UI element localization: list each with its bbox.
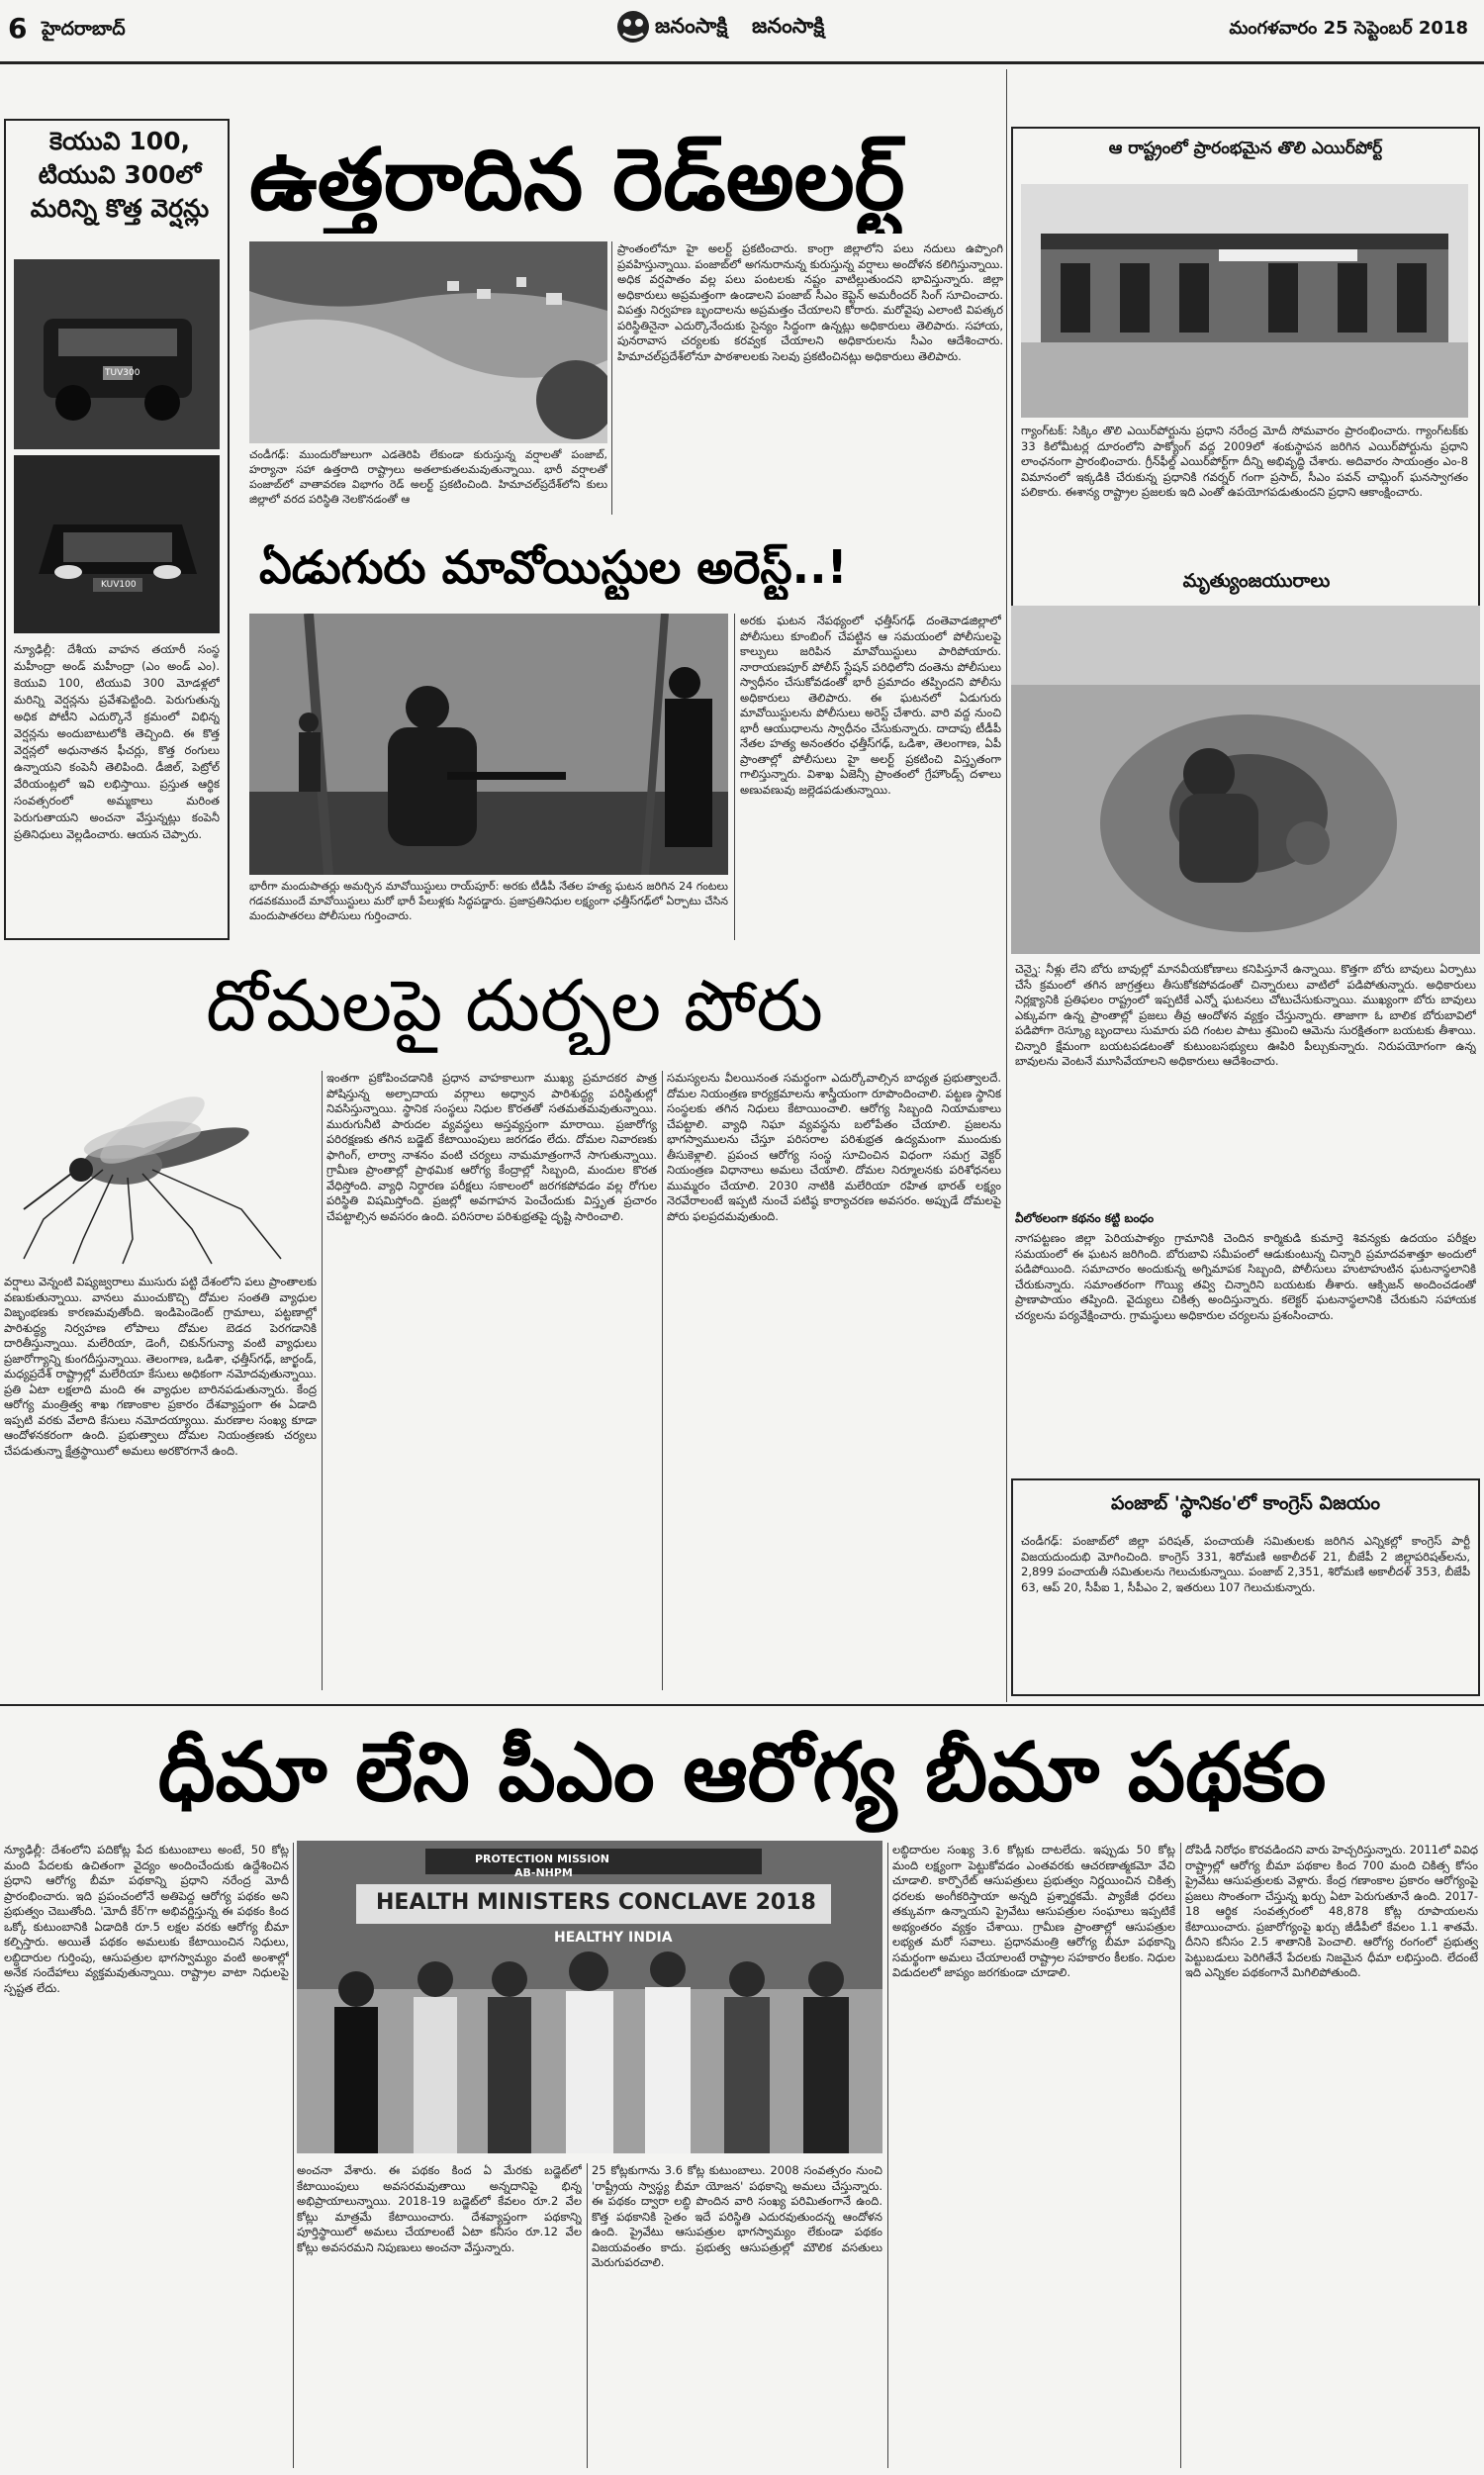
maoists-body: అరకు ఘటన నేపథ్యంలో ఛత్తీస్‌గఢ్ దంతెవాడజిల్లాలో పోలీసులు కూంబింగ్ చేపట్టిన ఆ సమయంలో పోలీసులపై కాల్పులు జరిపిన మావోయిస్టులు పారిపోయారు. నారాయణపూర్ పోలీస్ స్టేషన్ పరిధిలోని దంతెను పోలీసులు స్వాధీనం చేసుకోవడంతో భారీ ప్రమాదం తప్పిందని పోలీసు అధికారులు తెలిపారు. ఈ ఘటనలో ఏడుగురు మావోయిస్టులను పోలీసులు అరెస్ట్ చేశారు. వారి వద్ద నుంచి భారీ ఆయుధాలను స్వాధీనం చేసుకున్నారు. దాదాపు టీడీపీ నేతల హత్య అనంతరం ఛత్తీస్‌గఢ్, ఒడిశా, తెలంగాణ, ఏపీ ప్రాంతాల్లో పోలీసులు హై అలర్ట్ ప్రకటించి విస్తృతంగా గాలిస్తున్నారు. విశాఖ ఏజెన్సీ ప్రాంతంలో గ్రేహౌండ్స్ దళాలు అణువణువు జల్లెడపడుతున్నాయి. (740, 614, 1001, 797)
car-photo-kuv100 (14, 455, 220, 633)
car-badge-tuv: TUV300 (105, 368, 140, 378)
col-rule (887, 1843, 888, 2468)
north-alert-headline: ఉత్తరాదిన రెడ్అలర్ట్ (249, 131, 905, 230)
borewell-body: చెన్నై: నీళ్లు లేని బోరు బావుల్లో మానవీయకోణాలు కనిపిస్తూనే ఉన్నాయి. కొత్తగా బోరు బావులు ఏర్పాటు చేసే క్రమంలో తగిన జాగ్రత్తలు తీసుకోకపోవడంతో చిన్నారులు వాటిలో పడిపోతున్నారు. అధికారులు నిర్లక్ష్యానికి ప్రతిఫలం రాష్ట్రంలో ఇప్పటికే ఎన్నో ఘటనలు చోటుచేసుకున్నాయి. ముఖ్యంగా బోరు బావులు ఎక్కువగా ఉన్న ప్రాంతాల్లో ప్రజలు తీవ్ర ఆందోళన వ్యక్తం చేస్తున్నారు. తాజాగా ఓ బాలిక బోరుబావిలో పడిపోగా రెస్క్యూ బృందాలు సుమారు పది గంటల పాటు శ్రమించి ఆమెను సురక్షితంగా బయటకు తీశాయి. చిన్నారి క్షేమంగా బయటపడటంతో కుటుంబసభ్యులు ఊపిరి పీల్చుకున్నారు. నిరుపయోగంగా ఉన్న బావులను వెంటనే మూసివేయాలని అధికారులు ఆదేశించారు. (1015, 962, 1476, 1068)
col-rule (1180, 1843, 1181, 2468)
pm-col-5: దోపిడీ నిరోధం కొరవడిందని వారు హెచ్చరిస్తున్నారు. 2011లో వివిధ రాష్ట్రాల్లో ఆరోగ్య బీమా పథకాల కింద 700 మంది చికిత్స కోసం ప్రైవేటు ఆసుపత్రులకు వెళ్లారు. కేంద్ర గణాంకాల ప్రకారం ఆరోగ్యంపై ప్రజలు సొంతంగా చేస్తున్న ఖర్చు ఏటా పెరుగుతూనే ఉంది. 2017-18 ఆర్థిక సంవత్సరంలో 48,878 కోట్ల రూపాయలను కేటాయించారు. ప్రజారోగ్యంపై ఖర్చు జీడీపీలో కేవలం 1.1 శాతమే. దీనిని కనీసం 2.5 శాతానికి పెంచాలి. ఆరోగ్య రంగంలో ప్రభుత్వ పెట్టుబడులు పెరిగితేనే పేదలకు నిజమైన ధీమా లభిస్తుంది. లేదంటే ఇది ఎన్నికల పథకంగానే మిగిలిపోతుంది. (1185, 1843, 1478, 1979)
forest-soldiers-icon (249, 614, 728, 875)
car-photo-tuv300 (14, 259, 220, 449)
pm-col-1: న్యూఢిల్లీ: దేశంలోని పదికోట్ల పేద కుటుంబాలు అంటే, 50 కోట్ల మంది పేదలకు ఉచితంగా వైద్యం అందించేందుకు ఉద్దేశించిన ప్రధాని ఆరోగ్య బీమా పథకాన్ని ప్రధాని నరేంద్ర మోదీ ప్రారంభించారు. ఇది ప్రపంచంలోనే అతిపెద్ద ఆరోగ్య పథకం అని ప్రభుత్వం చెబుతోంది. 'మోదీ కేర్'గా అభివర్ణిస్తున్న ఈ పథకం కింద ఒక్కో కుటుంబానికి ఏడాదికి రూ.5 లక్షల వరకు ఆరోగ్య బీమా కల్పిస్తారు. అయితే పథకం అమలుకు కేటాయించిన నిధులు, లబ్ధిదారుల గుర్తింపు, ఆసుపత్రుల భాగస్వామ్యం వంటి అంశాల్లో అనేక సందేహాలు వ్యక్తమవుతున్నాయి. రాష్ట్రాల వాటా నిధులపై స్పష్టత లేదు. (4, 1843, 289, 1995)
banner-sub-text: HEALTHY INDIA (554, 1930, 673, 1946)
col-rule (611, 241, 612, 515)
edition-label: హైదరాబాద్ (42, 18, 126, 40)
section-rule (0, 1704, 1484, 1706)
borewell-rescue-icon (1011, 606, 1480, 954)
pm-insurance-headline: ధీమా లేని పీఎం ఆరోగ్య బీమా పథకం (157, 1726, 1327, 1820)
mosquito-icon (4, 1071, 317, 1267)
borewell-photo (1011, 606, 1480, 954)
maoists-headline: ఏడుగురు మావోయిస్టుల అరెస్ట్..! (259, 540, 848, 594)
masthead-logo (613, 8, 851, 46)
north-alert-body: ప్రాంతంలోనూ హై అలర్ట్ ప్రకటించారు. కాంగ్రా జిల్లాలోని పలు నదులు ఉప్పొంగి ప్రవహిస్తున్నాయి. పంజాబ్‌లో అగనురానున్న కురుస్తున్న వర్షాలు అందోళన కలిగిస్తున్నాయి. అధిక వర్షపాతం వల్ల పలు పంటలకు నష్టం వాటిల్లుతుందని భావిస్తున్నారు. జిల్లా అధికారులు అప్రమత్తంగా ఉండాలని పంజాబ్ సీఎం కెప్టెన్ అమరీందర్ సింగ్ సూచించారు. విపత్తు నిర్వహణ బృందాలను అప్రమత్తం చేయాలని కోరారు. మరోవైపు ఎలాంటి విపత్కర పరిస్థితినైనా ఎదుర్కొనేందుకు సైన్యం సిద్ధంగా ఉన్నట్లు అధికారులు తెలిపారు. సహాయ, పునరావాస చర్యలకు కరవ్వక చేయాలని అధికారులను సీఎం ఆదేశించారు. హిమాచల్‌ప్రదేశ్‌లోనూ పాఠశాలలకు సెలవు ప్రకటించినట్లు అధికారులు తెలిపారు. (617, 241, 1003, 363)
punjab-headline: పంజాబ్ 'స్థానికం'లో కాంగ్రెస్ విజయం (1111, 1492, 1380, 1514)
suv-icon (14, 259, 220, 449)
col-rule (734, 614, 735, 940)
car-news-headline: కెయువి 100, టియువి 300లో మరిన్ని కొత్త వెర్షన్లు (30, 127, 210, 223)
car-badge-kuv: KUV100 (101, 580, 137, 590)
maoists-photo (249, 614, 728, 875)
mrityunjaya-kicker: మృత్యుంజయురాలు (1182, 570, 1331, 592)
mosquito-photo (4, 1071, 317, 1267)
punjab-body: చండీగఢ్: పంజాబ్‌లో జిల్లా పరిషత్, పంచాయతీ సమితులకు జరిగిన ఎన్నికల్లో కాంగ్రెస్ పార్టీ విజయదుందుభి మోగించింది. కాంగ్రెస్ 331, శిరోమణి అకాలీదళ్ 21, బీజేపీ 2 జిల్లాపరిషత్‌లను, 2,899 పంచాయతీ సమితులను గెలుచుకున్నాయి. పంజాబ్ 2,351, శిరోమణి అకాలీదళ్ 353, బీజేపీ 63, ఆప్ 20, సీపీఐ 1, సీపీఎం 2, ఇతరులు 107 గెలుచుకున్నారు. (1021, 1534, 1470, 1594)
banner-main-text: HEALTH MINISTERS CONCLAVE 2018 (376, 1890, 816, 1915)
flood-caption: చండీగఢ్: ముందురోజులుగా ఎడతెరిపి లేకుండా కురుస్తున్న వర్షాలతో పంజాబ్, హర్యానా సహా ఉత్తరాది రాష్ట్రాలు అతలాకుతలమవుతున్నాయి. భారీ వర్షాలతో పంజాబ్‌లో వాతావరణ విభాగం రెడ్ అలర్ట్ ప్రకటించింది. హిమాచల్‌ప్రదేశ్‌లోని కులు జిల్లాలో వరద పరిస్థితి నెలకొనడంతో ఆ (249, 448, 607, 506)
car-news-body: న్యూఢిల్లీ: దేశీయ వాహన తయారీ సంస్థ మహీంద్రా అండ్ మహీంద్రా (ఎం అండ్ ఎం). కెయువి 100, టియువి 300 మోడళ్లలో మరిన్ని వెర్షన్లను ప్రవేశపెట్టింది. పెరుగుతున్న అధిక పోటీని ఎదుర్కొనే క్రమంలో విభిన్న వెర్షన్లను అందుబాటులోకి తెచ్చింది. ఈ కొత్త వెర్షన్లలో అధునాతన ఫీచర్లు, కొత్త రంగులు ఉన్నాయని కంపెనీ తెలిపింది. డీజిల్, పెట్రోల్ వేరియంట్లలో ఇవి లభిస్తాయి. ప్రస్తుత ఆర్థిక సంవత్సరంలో అమ్మకాలు మరింత పెరుగుతాయని అంచనా వేస్తున్నట్లు కంపెనీ ప్రతినిధులు వెల్లడించారు. ఆయన చెప్పారు. (14, 642, 220, 841)
maoists-caption: భారీగా మందుపాతర్లు అమర్చిన మావోయిస్టులు రాయ్‌పూర్: అరకు టీడీపీ నేతల హత్య ఘటన జరిగిన 24 గంటలు గడవకముందే మావోయిస్టులు మరో భారీ పేలుళ్లకు సిద్ధపడ్డారు. ప్రజాప్రతినిధుల లక్ష్యంగా ఛత్తీస్‌గఢ్‌లో ఏర్పాటు చేసిన మందుపాతరలు పోలీసులు గుర్తించారు. (249, 880, 728, 922)
pm-col-3: 25 కోట్లకుగాను 3.6 కోట్ల కుటుంబాలు. 2008 సంవత్సరం నుంచి 'రాష్ట్రీయ స్వాస్థ్య బీమా యోజన' పథకాన్ని అమలు చేస్తున్నారు. ఈ పథకం ద్వారా లబ్ధి పొందిన వారి సంఖ్య పరిమితంగానే ఉంది. కొత్త పథకానికి సైతం ఇదే పరిస్థితి ఎదురవుతుందన్న ఆందోళన ఉంది. ప్రైవేటు ఆసుపత్రుల భాగస్వామ్యం లేకుండా పథకం విజయవంతం కాదు. ప్రభుత్వ ఆసుపత్రుల్లో మౌలిక వసతులు మెరుగుపరచాలి. (592, 2163, 882, 2269)
col-rule (587, 2163, 588, 2468)
airport-body: గ్యాంగ్‌టక్: సిక్కిం తొలి ఎయిర్‌పోర్టును ప్రధాని నరేంద్ర మోదీ సోమవారం ప్రారంభించారు. గ్యాంగ్‌టక్‌కు 33 కిలోమీటర్ల దూరంలోని పాక్యోంగ్ వద్ద 2009లో శంకుస్థాపన జరిగిన ఎయిర్‌పోర్టును ప్రధాని లాంఛనంగా ప్రారంభించారు. గ్రీన్‌ఫీల్డ్ ఎయిర్‌పోర్ట్‌గా దీన్ని అభివృద్ధి చేశారు. అదివారం సాయంత్రం ఎం-8 విమానంలో ఇక్కడికి చేరుకున్న ప్రధానికి గవర్నర్ గంగా ప్రసాద్, సీఎం పవన్ చామ్లింగ్ ఘనస్వాగతం పలికారు. ఈశాన్య రాష్ట్రాల ప్రజలకు ఇది ఎంతో ఉపయోగపడుతుందని ప్రధాని ఆకాంక్షించారు. (1021, 424, 1468, 499)
hatchback-icon (14, 455, 220, 633)
issue-date: మంగళవారం 25 సెప్టెంబర్ 2018 (1229, 18, 1468, 39)
mosquito-col-3: సమస్యలను వీలయినంత సమర్థంగా ఎదుర్కోవాల్సిన బాధ్యత ప్రభుత్వాలదే. దోమల నియంత్రణ కార్యక్రమాలను శాస్త్రీయంగా రూపొందించాలి. పట్టణ స్థానిక సంస్థలకు తగిన నిధులు కేటాయించాలి. ఆరోగ్య సిబ్బంది నియామకాలు చేపట్టాలి. వ్యాధి నిఘా వ్యవస్థను బలోపేతం చేయాలి. ప్రజలను భాగస్వాములను చేస్తూ పరిసరాల పరిశుభ్రత ఉద్యమంగా ముందుకు తీసుకెళ్లాలి. ప్రపంచ ఆరోగ్య సంస్థ సూచించిన విధంగా సమగ్ర వెక్టర్ నియంత్రణ విధానాలు అమలు చేయాలి. దోమల నిర్మూలనకు పరిశోధనలు ముమ్మరం చేయాలి. 2030 నాటికి మలేరియా రహిత భారత్ లక్ష్యం నెరవేరాలంటే ఇప్పటి నుంచే పటిష్ఠ కార్యాచరణ అవసరం. అప్పుడే దోమలపై పోరు ఫలప్రదమవుతుంది. (667, 1071, 1001, 1223)
col-rule (662, 1071, 663, 1690)
conclave-stage-icon (297, 1841, 882, 2153)
col-rule (1006, 69, 1007, 1702)
flood-river-icon (249, 241, 607, 443)
borewell-body-2: నాగపట్టణం జిల్లా పెరియపాళ్యం గ్రామానికి చెందిన కార్మికుడి కుమార్తె శివన్యకు ఉదయం పరీక్షల సమయంలో ఈ ఘటన జరిగింది. బోరుబావి సమీపంలో ఆడుకుంటున్న చిన్నారి ప్రమాదవశాత్తూ అందులో పడిపోయింది. సమాచారం అందుకున్న అగ్నిమాపక సిబ్బంది, పోలీసులు హుటాహుటిన ఘటనాస్థలానికి చేరుకున్నారు. సమాంతరంగా గొయ్యి తవ్వి చిన్నారిని బయటకు తీశారు. ఆక్సిజన్ అందించడంతో ప్రాణాపాయం తప్పింది. వైద్యులు చికిత్స అందిస్తున్నారు. కలెక్టర్ ఘటనాస్థలానికి చేరుకుని సహాయక చర్యలను పర్యవేక్షించారు. గ్రామస్థులు అధికారుల చర్యలను ప్రశంసించారు. (1015, 1231, 1476, 1322)
mosquito-col-2: ఇంతగా ప్రకోపించడానికి ప్రధాన వాహకాలుగా ముఖ్య ప్రమాదకర పాత్ర పోషిస్తున్న అల్పాదాయ వర్గాలు అధ్వాన పారిశుద్ధ్య పరిస్థితుల్లో నివసిస్తున్నాయి. స్థానిక సంస్థలు నిధుల కొరతతో సతమతమవుతున్నాయి. మురుగునీటి పారుదల వ్యవస్థలు అస్తవ్యస్తంగా మారాయి. ప్రజారోగ్య పరిరక్షణకు తగిన బడ్జెట్ కేటాయింపులు జరగడం లేదు. దోమల నివారణకు ఫాగింగ్, లార్వా నాశనం వంటి చర్యలు నామమాత్రంగానే సాగుతున్నాయి. గ్రామీణ ప్రాంతాల్లో ప్రాథమిక ఆరోగ్య కేంద్రాల్లో సిబ్బంది, మందుల కొరత వేధిస్తోంది. వ్యాధి నిర్ధారణ పరీక్షలు సకాలంలో జరగకపోవడం వల్ల రోగుల పరిస్థితి విషమిస్తోంది. ప్రజల్లో అవగాహన పెంచేందుకు విస్తృత ప్రచారం చేపట్టాల్సిన అవసరం ఉంది. పరిసరాల పరిశుభ్రతపై దృష్టి సారించాలి. (326, 1071, 657, 1223)
page-number: 6 (8, 12, 28, 45)
airport-kicker: ఆ రాష్ట్రంలో ప్రారంభమైన తొలి ఎయిర్‌పోర్ట్ (1108, 139, 1383, 158)
mosquito-headline: దోమలపై దుర్బల పోరు (206, 964, 823, 1047)
mosquito-col-1: వర్షాలు వెన్నంటి విష్యజ్వరాలు ముసురు పట్టి దేశంలోని పలు ప్రాంతాలకు వణుకుతున్నాయి. వానలు ముంచుకొచ్చి దోమల సంతతి వ్యాధుల విజృంభణకు కారణమవుతోంది. ఇండిపెండెంట్ గ్రామాలు, పట్టణాల్లో పారిశుద్ధ్య నిర్వహణ లోపాలు దోమల బెడద పెరగడానికి దారితీస్తున్నాయి. మలేరియా, డెంగీ, చికున్‌గున్యా వంటి వ్యాధులు ప్రజారోగ్యాన్ని కుంగదీస్తున్నాయి. తెలంగాణ, ఒడిశా, ఛత్తీస్‌గఢ్, జార్ఖండ్, మధ్యప్రదేశ్ రాష్ట్రాల్లో మలేరియా కేసులు అధికంగా నమోదవుతున్నాయి. ప్రతి ఏటా లక్షలాది మంది ఈ వ్యాధుల బారినపడుతున్నారు. కేంద్ర ఆరోగ్య మంత్రిత్వ శాఖ గణాంకాల ప్రకారం దేశవ్యాప్తంగా ఈ ఏడాది ఇప్పటి వరకు వేలాది కేసులు నమోదయ్యాయి. మరణాల సంఖ్య కూడా ఆందోళనకరంగా ఉంది. ప్రభుత్వాలు దోమల నియంత్రణకు చర్యలు చేపడుతున్నా క్షేత్రస్థాయిలో అమలు అరకొరగానే ఉంది. (4, 1275, 317, 1458)
pm-col-4: లబ్ధిదారుల సంఖ్య 3.6 కోట్లకు దాటలేదు. ఇప్పుడు 50 కోట్ల మంది లక్ష్యంగా పెట్టుకోవడం ఎంతవరకు ఆచరణాత్మకమో వేచి చూడాలి. కార్పొరేట్ ఆసుపత్రులు ప్రభుత్వం నిర్ణయించిన చికిత్స ధరలకు అంగీకరిస్తాయా అన్నది ప్రశ్నార్థకమే. ప్యాకేజీ ధరలు తక్కువగా ఉన్నాయని ప్రైవేటు ఆసుపత్రుల సంఘాలు ఇప్పటికే అభ్యంతరం వ్యక్తం చేశాయి. గ్రామీణ ప్రాంతాల్లో ఆసుపత్రుల లభ్యత మరో సవాలు. ప్రధానమంత్రి ఆరోగ్య బీమా పథకాన్ని సమర్థంగా అమలు చేయాలంటే రాష్ట్రాల సహకారం కీలకం. నిధుల విడుదలలో జాప్యం జరగకుండా చూడాలి. (892, 1843, 1175, 1979)
airport-terminal-icon (1021, 184, 1468, 418)
airport-photo (1021, 184, 1468, 418)
banner-top-text: PROTECTION MISSION (475, 1853, 609, 1865)
masthead (0, 0, 1484, 61)
pm-col-2: అంచనా వేశారు. ఈ పథకం కింద ఏ మేరకు బడ్జెట్‌లో కేటాయింపులు అవసరమవుతాయి అన్నదానిపై భిన్న అభిప్రాయాలున్నాయి. 2018-19 బడ్జెట్‌లో కేవలం రూ.2 వేల కోట్లు మాత్రమే కేటాయించారు. దేశవ్యాప్తంగా పథకాన్ని పూర్తిస్థాయిలో అమలు చేయాలంటే ఏటా కనీసం రూ.12 వేల కోట్లు అవసరమని నిపుణులు అంచనా వేస్తున్నారు. (297, 2163, 582, 2254)
flood-photo (249, 241, 607, 443)
col-rule (322, 1071, 323, 1690)
paper-logo-icon (613, 8, 653, 46)
paper-name-1: జనంసాక్షి (655, 14, 728, 38)
col-rule (293, 1843, 294, 2468)
banner-mid-text: AB-NHPM (514, 1866, 573, 1879)
borewell-subhead: వీలోఠలంగా కథనం కట్టి బంధం (1015, 1211, 1155, 1225)
paper-name-2: జనంసాక్షి (752, 14, 825, 38)
conclave-photo (297, 1841, 882, 2153)
masthead-rule (0, 61, 1484, 64)
